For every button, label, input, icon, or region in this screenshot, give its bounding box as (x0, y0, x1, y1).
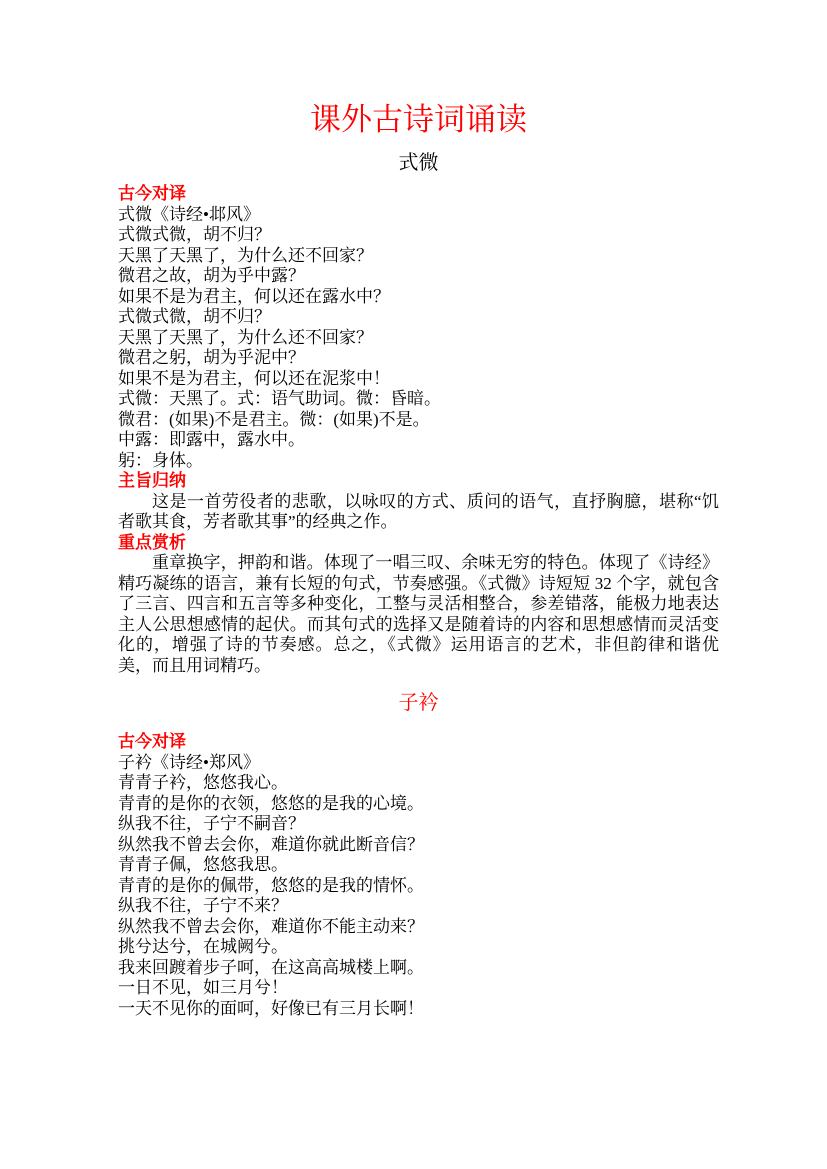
section-heading: 重点赏析 (118, 532, 186, 552)
poem-title: 子衿 (398, 692, 439, 714)
analysis-paragraph: 重章换字，押韵和谐。体现了一唱三叹、余味无穷的特色。体现了《诗经》精巧凝练的语言，兼有长短的句式，节奏感强。《式微》诗短短 32 个字，就包含了三言、四言和五言等多种变化，工整与灵活相整合，参差错落，能极力地表达主人公思想感情的起伏。而其句式的选择又是随着诗的内容和思想感情而灵活变化的，增强了诗的节奏感。总之，《式微》运用语言的艺术，非但韵律和谐优美，而且用词精巧。 (118, 553, 719, 675)
poem-line: 微君：(如果)不是君主。微：(如果)不是。 (118, 409, 430, 429)
document-content (118, 100, 719, 1019)
poem-line: 如果不是为君主，何以还在泥浆中！ (118, 368, 390, 388)
poem-line: 纵然我不曾去会你，难道你就此断音信？ (118, 834, 424, 854)
poem-line: 天黑了天黑了，为什么还不回家？ (118, 327, 373, 347)
section-heading: 古今对译 (118, 184, 186, 203)
poem-line: 纵我不往，子宁不嗣音？ (118, 814, 305, 833)
poem-line: 微君之躬，胡为乎泥中？ (118, 348, 305, 367)
section-heading: 古今对译 (118, 732, 186, 751)
poem-line: 子衿《诗经•郑风》 (118, 752, 260, 772)
poem-title: 式微 (398, 152, 439, 174)
analysis-paragraph: 这是一首劳役者的悲歌，以咏叹的方式、质问的语气，直抒胸臆，堪称“饥者歌其食，芳者歌其事”的经典之作。 (118, 491, 719, 531)
poem-line: 挑兮达兮，在城阙兮。 (118, 937, 288, 956)
poem-line: 一天不见你的面呵，好像已有三月长啊！ (118, 998, 424, 1018)
poem-line: 纵然我不曾去会你，难道你不能主动来？ (118, 916, 424, 936)
document-body (118, 150, 719, 1019)
poem-line: 式微式微，胡不归？ (118, 307, 271, 326)
document-title: 课外古诗词诵读 (310, 102, 527, 137)
poem-line: 天黑了天黑了，为什么还不回家？ (118, 245, 373, 265)
poem-line: 躬：身体。 (118, 450, 203, 470)
section-heading: 主旨归纳 (118, 471, 186, 490)
poem-line: 中露：即露中，露水中。 (118, 430, 305, 449)
poem-line: 微君之故，胡为乎中露？ (118, 266, 305, 285)
poem-line: 青青子衿，悠悠我心。 (118, 773, 288, 792)
poem-line: 纵我不往，子宁不来？ (118, 896, 288, 915)
poem-line: 一日不见，如三月兮！ (118, 978, 288, 997)
poem-line: 青青的是你的衣领，悠悠的是我的心境。 (118, 793, 424, 813)
poem-line: 青青子佩，悠悠我思。 (118, 855, 288, 874)
poem-line: 我来回踱着步子呵，在这高高城楼上啊。 (118, 957, 424, 977)
poem-line: 式微式微，胡不归？ (118, 225, 271, 244)
poem-line: 青青的是你的佩带，悠悠的是我的情怀。 (118, 875, 424, 895)
poem-line: 如果不是为君主，何以还在露水中？ (118, 286, 390, 306)
poem-line: 式微：天黑了。式：语气助词。微：昏暗。 (118, 389, 441, 408)
poem-line: 式微《诗经•邶风》 (118, 204, 260, 224)
